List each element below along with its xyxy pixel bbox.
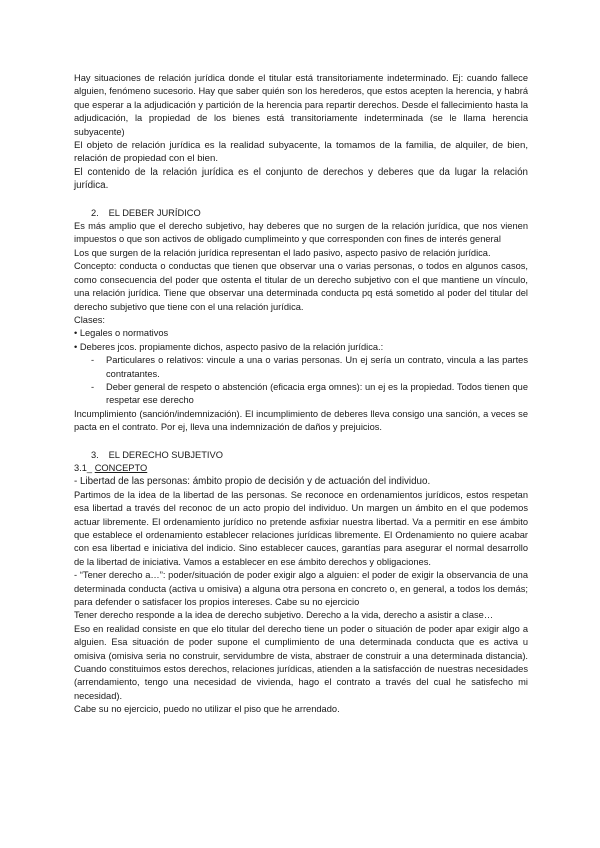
- derecho-paragraph-ordenamiento: Partimos de la idea de la libertad de las personas. Se reconoce en ordenamientos jurídicos, estos respetan esa libertad a través del reconoc de un acto propio del individuo. Un margen un ámbito en el que podemos actuar libremente. El ordenamiento jurídico no pretende asfixiar nuestra libertad. Va a permitir en ese ámbito que establece el ordenamiento establecer relaciones jurídicas libremente. El Ordenamiento no quiere acabar con esa libertad e iniciativa del indicio. Sino establecer cauces, garantías para asegurar el normal desarrollo de la libertad de iniciativa. Vamos a establecer en ese ámbito derechos y obligaciones.: [74, 489, 528, 567]
- deber-dash-item-general: [74, 381, 528, 408]
- intro-paragraph-content: El contenido de la relación jurídica es el conjunto de derechos y deberes que da lugar la relación jurídica.: [74, 166, 528, 192]
- dash-marker: -: [91, 355, 95, 366]
- subsection-3-1-number: 3.1_: [74, 462, 93, 473]
- deber-clases-label: Clases:: [74, 314, 106, 325]
- section-2-number: 2.: [91, 207, 99, 218]
- deber-paragraph-concept: Concepto: conducta o conductas que tienen que observar una o varias personas, o todos en algunos casos, como consecuencia del poder que ostenta el titular de un derecho subjetivo con el que mantiene un vínculo, una relación jurídica. Tiene que observar una determinada conducta pq está sometido al poder del titular del derecho subjetivo que tiene con el una relación jurídica.: [74, 261, 528, 312]
- section-2-title: EL DEBER JURÍDICO: [108, 207, 201, 218]
- subsection-3-1-title: CONCEPTO: [94, 462, 148, 473]
- section-2-heading: [74, 207, 528, 220]
- spacer: [74, 435, 528, 449]
- subsection-3-1-heading: [74, 462, 528, 475]
- dash-item-text: Particulares o relativos: vincule a una o varias personas. Un ej sería un contrato, vincula a las partes contratantes.: [106, 355, 528, 379]
- intro-paragraph-indeterminate-holder: Hay situaciones de relación jurídica donde el titular está transitoriamente indeterminado. Ej: cuando fallece alguien, fenómeno sucesorio. Hay que saber quién son los herederos, que estos acepten la herencia, y habrá que esperar a la adjudicación y partición de la herencia para repartir derechos. Desde el fallecimiento hasta la adjudicación, la propiedad de los bienes está transitoriamente indeterminada (se le llama herencia subyacente): [74, 73, 528, 137]
- intro-paragraph-object: El objeto de relación jurídica es la realidad subyacente, la tomamos de la familia, de alquiler, de bien, relación de propiedad con el bien.: [74, 140, 528, 165]
- dash-marker: -: [91, 381, 95, 392]
- deber-paragraph-incumplimiento: Incumplimiento (sanción/indemnización). El incumplimiento de deberes lleva consigo una sanción, a veces se pacta en el contrato. Por ej, lleva una indemnización de daños y prejuicios.: [74, 408, 528, 433]
- derecho-paragraph-tener-derecho: - “Tener derecho a…”: poder/situación de poder exigir algo a alguien: el poder de exigir la observancia de una determinada conducta (activa u omisiva) a alguna otra persona en concreto o, en general, a todos los demás; para defender o satisfacer los propios intereses. Cabe su no ejercicio: [74, 570, 528, 608]
- section-3-title: EL DERECHO SUBJETIVO: [108, 449, 223, 460]
- deber-bullet-propiamente-dichos: • Deberes jcos. propiamente dichos, aspecto pasivo de la relación jurídica.:: [74, 341, 384, 352]
- document-body: [74, 72, 528, 717]
- spacer: [74, 193, 528, 207]
- deber-dash-item-particulares: [74, 354, 528, 381]
- deber-bullet-legales: • Legales o normativos: [74, 328, 169, 339]
- section-3-heading: [74, 449, 528, 462]
- deber-paragraph-passive-side: Los que surgen de la relación jurídica representan el lado pasivo, aspecto pasivo de relación jurídica.: [74, 247, 491, 258]
- section-3-number: 3.: [91, 449, 99, 460]
- derecho-paragraph-idea: Tener derecho responde a la idea de derecho subjetivo. Derecho a la vida, derecho a asistir a clase…: [74, 610, 494, 621]
- derecho-paragraph-libertad: - Libertad de las personas: ámbito propio de decisión y de actuación del individuo.: [74, 476, 431, 488]
- derecho-paragraph-no-ejercicio: Cabe su no ejercicio, puedo no utilizar el piso que he arrendado.: [74, 704, 340, 715]
- dash-item-text: Deber general de respeto o abstención (eficacia erga omnes): un ej es la propiedad. Todos tienen que respetar ese derecho: [106, 381, 528, 406]
- derecho-paragraph-situacion-poder: Eso en realidad consiste en que elo titular del derecho tiene un poder o situación de poder apar exigir algo a alguien. Esa situación de poder supone el cumplimiento de una determinada conducta que es activa u omisiva (omisiva seria no construir, servidumbre de vista, abstraer de construir a una determinada distancia). Cuando constituimos estos derechos, relaciones jurídicas, atienden a la satisfacción de nuestras necesidades (arrendamiento, tengo una necesidad de vivienda, hago el contrato a través del cual he satisfecho mi necesidad).: [74, 623, 528, 701]
- deber-paragraph-scope: Es más amplio que el derecho subjetivo, hay deberes que no surgen de la relación jurídica, que nos vienen impuestos o que son activos de obligado cumplimeinto y que corresponden con fines de interés general: [74, 221, 528, 245]
